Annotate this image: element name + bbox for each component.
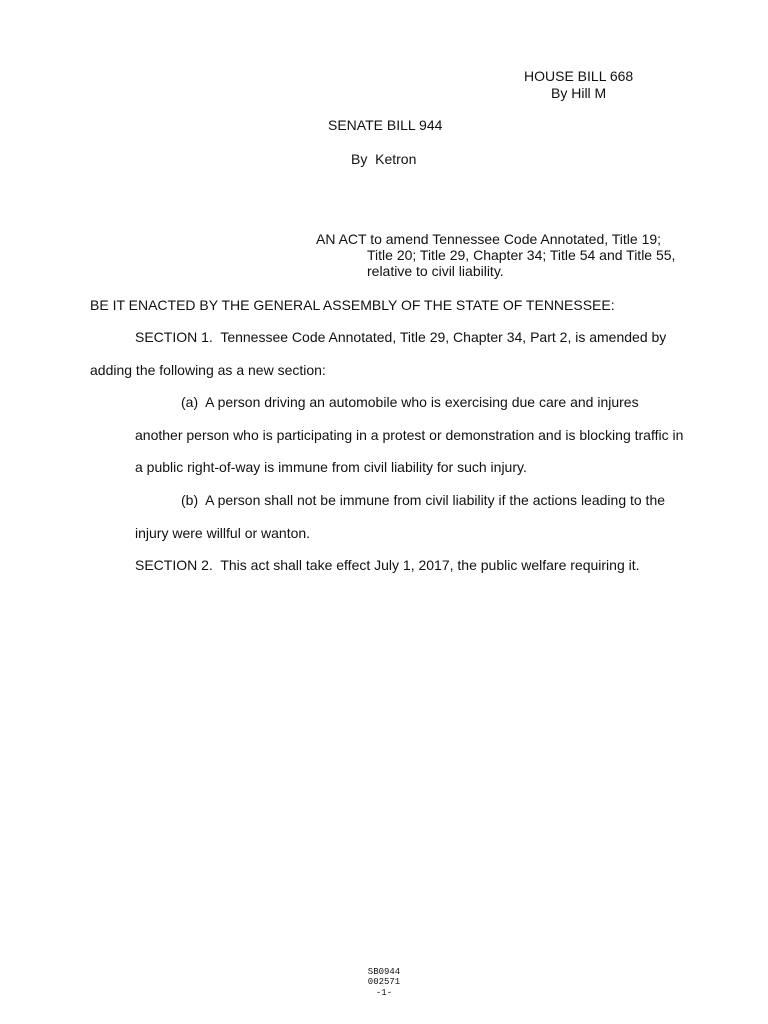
subsection-b-text: (b) A person shall not be immune from civil liability if the actions leading to the [181, 492, 666, 508]
subsection-a-text: (a) A person driving an automobile who is exercising due care and injures [181, 394, 639, 410]
subsection-a-text: a public right-of-way is immune from civil liability for such injury. [135, 459, 527, 475]
subsection-b-text: injury were willful or wanton. [135, 525, 311, 541]
section-1-text: adding the following as a new section: [90, 362, 326, 378]
footer-bill-code: SB0944 [367, 967, 401, 977]
subsection-a-text: another person who is participating in a protest or demonstration and is blocking traffic in [135, 427, 684, 443]
caption-line: relative to civil liability. [367, 263, 504, 279]
senate-bill-sponsor: By Ketron [351, 151, 417, 167]
section-2: SECTION 2. This act shall take effect July 1, 2017, the public welfare requiring it. [135, 557, 640, 573]
enacting-clause: BE IT ENACTED BY THE GENERAL ASSEMBLY OF THE STATE OF TENNESSEE: [90, 297, 615, 313]
section-1-text: SECTION 1. Tennessee Code Annotated, Title 29, Chapter 34, Part 2, is amended by [135, 329, 667, 345]
house-bill-number: HOUSE BILL 668 [524, 68, 634, 84]
senate-bill-number: SENATE BILL 944 [328, 117, 443, 133]
caption-line: Title 20; Title 29, Chapter 34; Title 54 and Title 55, [367, 247, 676, 263]
caption-line: AN ACT to amend Tennessee Code Annotated, Title 19; [316, 231, 662, 247]
footer-draft-number: 002571 [367, 977, 401, 987]
footer-page-number: -1- [375, 988, 393, 998]
house-bill-sponsor: By Hill M [551, 85, 607, 101]
